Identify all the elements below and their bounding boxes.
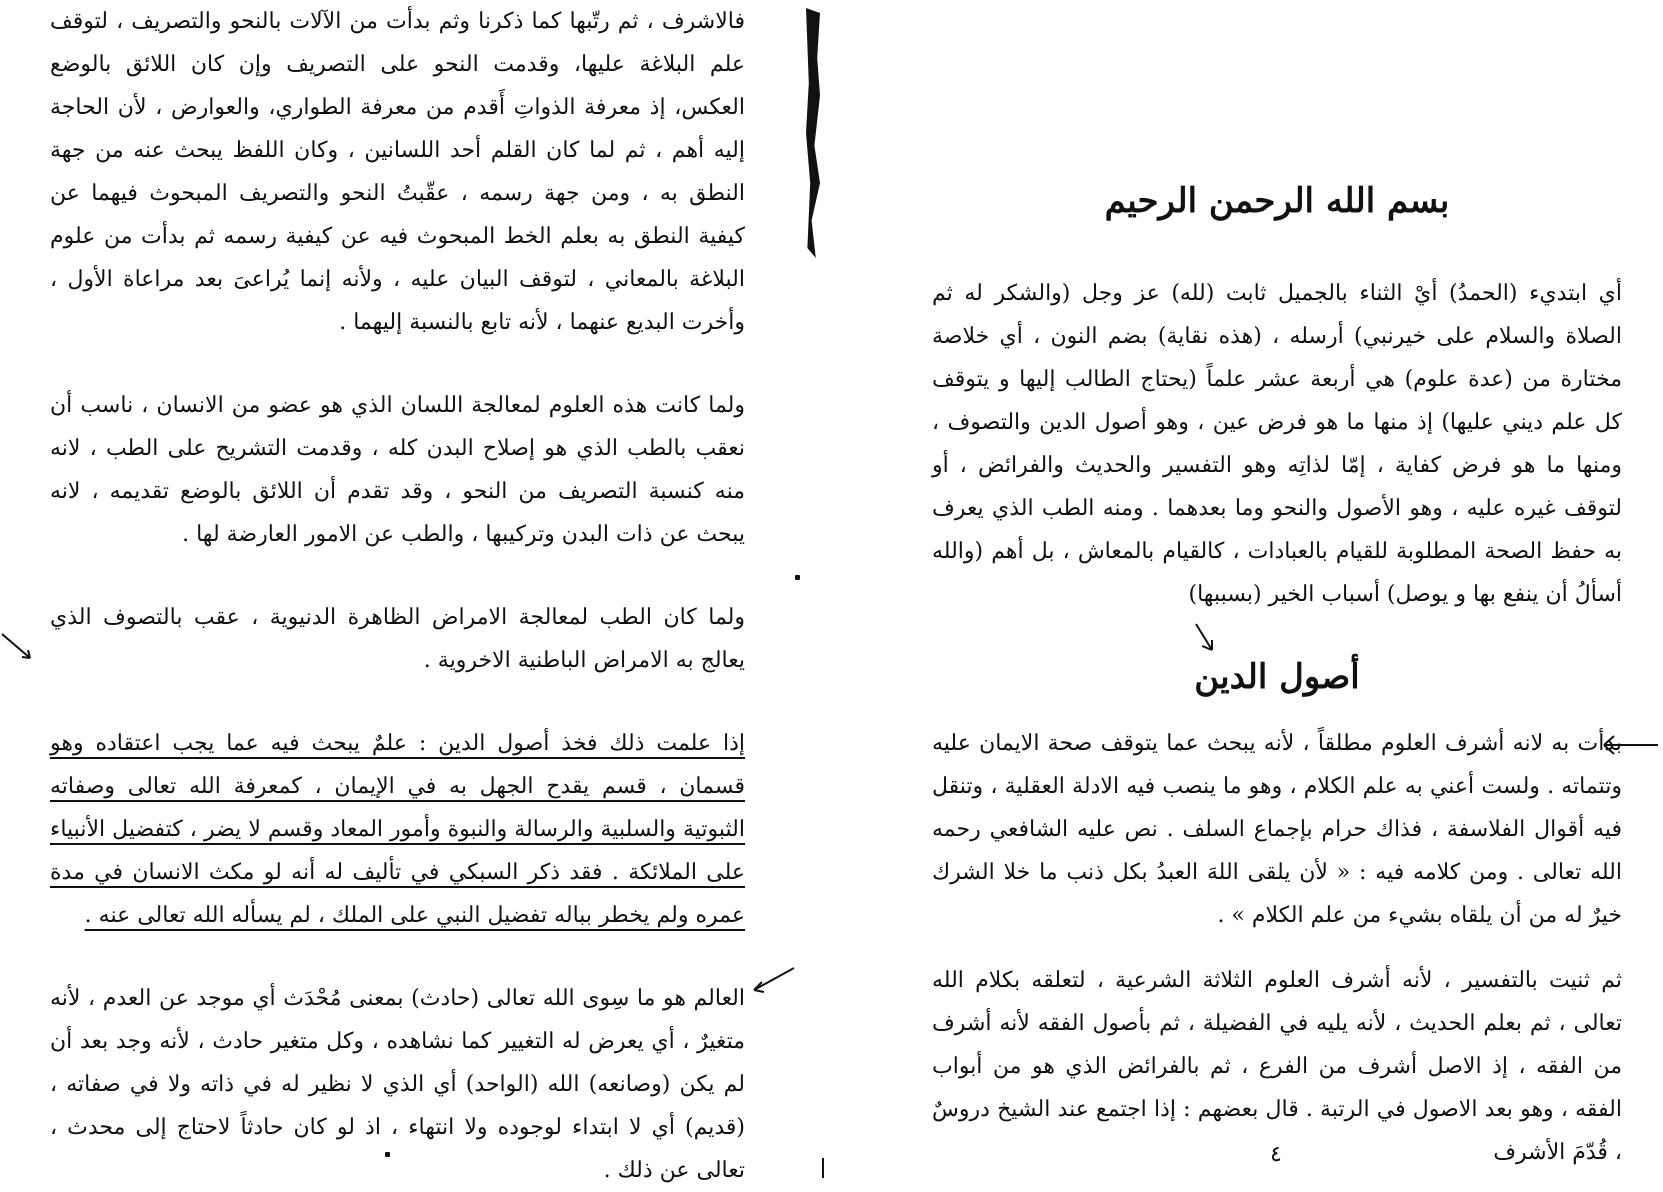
left-page xyxy=(50,0,745,1192)
right-page xyxy=(932,0,1622,1174)
right-paragraph-2: ثم ثنيت بالتفسير ، لأنه أشرف العلوم الثلاثة الشرعية ، لتعلقه بكلام الله تعالى ، ثم بعلم الحديث ، لأنه يليه في الفضيلة ، ثم بأصول الفقه لأنه أشرف من الفقه ، إذ الاصل أشرف من الفرع ، ثم بالفرائض الذي هو من أبواب الفقه ، وهو بعد الاصول في الرتبة . قال بعضهم : إذا اجتمع عند الشيخ دروسٌ ، قُدّمَ الأشرف xyxy=(932,968,1622,1165)
left-paragraph-3: ولما كان الطب لمعالجة الامراض الظاهرة الدنيوية ، عقب بالتصوف الذي يعالج به الامراض الباطنية الاخروية . xyxy=(50,605,745,673)
left-paragraph-1: فالاشرف ، ثم رتّبها كما ذكرنا وثم بدأت من الآلات بالنحو والتصريف ، لتوقف علم البلاغة عليها، وقدمت النحو على التصريف وإن كان اللائق بالوضع العكس، إذ معرفة الذواتِ أَقدم من معرفة الطواري، والعوارض ، لأن الحاجة إليه أهم ، ثم لما كان القلم أحد اللسانين ، وكان اللفظ يبحث عنه من جهة النطق به ، ومن جهة رسمه ، عقّبتُ النحو والتصريف المبحوث فيهما عن كيفية النطق به بعلم الخط المبحوث فيه عن كيفية رسمه ثم بدأت من علوم البلاغة بالمعاني ، لتوقف البيان عليه ، ولأنه إنما يُراعىَ بعد مراعاة الأول ، وأخرت البديع عنهما ، لأنه تابع بالنسبة إليهما . xyxy=(50,9,745,335)
margin-arrow-icon xyxy=(748,960,798,1000)
left-paragraph-4: إذا علمت ذلك فخذ أصول الدين : علمٌ يبحث فيه عما يجب اعتقاده وهو قسمان ، قسم يقدح الجهل به في الإيمان ، كمعرفة الله تعالى وصفاته الثبوتية والسلبية والرسالة والنبوة وأمور المعاد وقسم لا يضر ، كتفضيل الأنبياء على الملائكة . فقد ذكر السبكي في تأليف له أنه لو مكث الانسان في مدة عمره ولم يخطر بباله تفضيل النبي على الملك ، لم يسأله الله تعالى عنه . xyxy=(50,731,745,928)
margin-arrow-icon xyxy=(0,630,40,670)
scan-artifact-block xyxy=(806,8,820,258)
page-number: ٤ xyxy=(1270,1142,1282,1167)
basmala-title: بسم الله الرحمن الرحيم xyxy=(1104,181,1450,221)
section-heading: أصول الدين xyxy=(1194,657,1360,697)
scan-dot xyxy=(795,575,800,580)
gutter-line xyxy=(822,1158,824,1178)
right-paragraph-1: بدأت به لانه أشرف العلوم مطلقاً ، لأنه يبحث عما يتوقف صحة الايمان عليه وتتماته . ولست أعني به علم الكلام ، وهو ما ينصب فيه الادلة العقلية ، وتنقل فيه أقوال الفلاسفة ، فذاك حرام بإجماع السلف . نص عليه الشافعي رحمه الله تعالى . ومن كلامه فيه : « لأن يلقى اللهَ العبدُ بكل ذنب ما خلا الشرك خيرٌ له من أن يلقاه بشيء من علم الكلام » . xyxy=(932,731,1622,928)
left-paragraph-2: ولما كانت هذه العلوم لمعالجة اللسان الذي هو عضو من الانسان ، ناسب أن نعقب بالطب الذي هو إصلاح البدن كله ، وقدمت التشريح على الطب ، لانه منه كنسبة التصريف من النحو ، وقد تقدم أن اللائق بالوضع تقديمه ، لانه يبحث عن ذات البدن وتركيبها ، والطب عن الامور العارضة لها . xyxy=(50,393,745,547)
right-intro-paragraph: أي ابتديء (الحمدُ) أيْ الثناء بالجميل ثابت (لله) عز وجل (والشكر له ثم الصلاة والسلام على خيرنبي) أرسله ، (هذه نقاية) بضم النون ، أي خلاصة مختارة من (عدة علوم) هي أربعة عشر علماً (يحتاج الطالب إليها و يتوقف كل علم ديني عليها) إذ منها ما هو فرض عين ، وهو أصول الدين والتصوف ، ومنها ما هو فرض كفاية ، إمّا لذاتِه وهو التفسير والحديث والفرائض ، أو لتوقف غيره عليه ، وهو الأصول والنحو وما بعدهما . ومنه الطب الذي يعرف به حفظ الصحة المطلوبة للقيام بالعبادات ، كالقيام بالمعاش ، بل أهم (والله أسألُ أن ينفع بها و يوصل) أسباب الخير (بسببها) xyxy=(932,281,1622,607)
left-paragraph-5: العالم هو ما سِوى الله تعالى (حادث) بمعنى مُحْدَث أي موجد عن العدم ، لأنه متغيرٌ ، أي يعرض له التغيير كما نشاهده ، وكل متغير حادث ، لأنه وجد بعد أن لم يكن (وصانعه) الله (الواحد) أي الذي لا نظير له في ذاته ولا في صفاته ، (قديم) أي لا ابتداء لوجوده ولا انتهاء ، اذ لو كان حادثاً لاحتاج إلى محدث ، تعالى عن ذلك . xyxy=(50,986,745,1183)
scan-dot xyxy=(385,1152,390,1157)
